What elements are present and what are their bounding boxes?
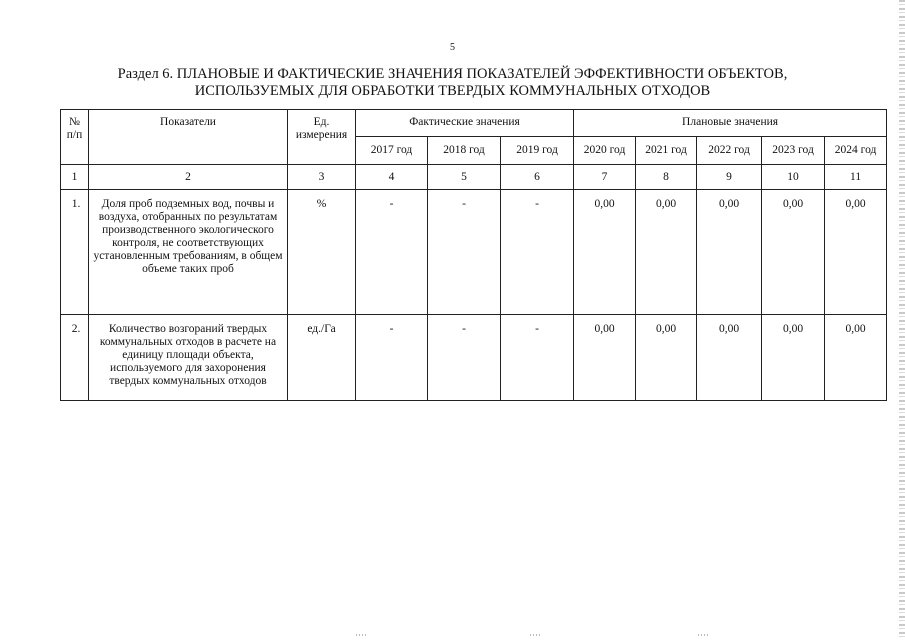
header-year: 2017 год xyxy=(356,137,428,165)
row-value: - xyxy=(356,190,428,315)
row-value: - xyxy=(356,315,428,401)
page-number: 5 xyxy=(450,42,455,53)
row-indicator: Количество возгораний твердых коммунальных отходов в расчете на единицу площади объекта, используемого для захоронения твердых коммунальных отходов xyxy=(89,315,288,401)
row-indicator: Доля проб подземных вод, почвы и воздуха, отобранных по результатам производственного экологического контроля, не соответствующих установленным требованиям, в общем объеме таких проб xyxy=(89,190,288,315)
row-value: - xyxy=(501,190,574,315)
column-numbers-row xyxy=(61,165,887,190)
row-value: 0,00 xyxy=(762,315,825,401)
column-number: 11 xyxy=(825,165,887,190)
section-title xyxy=(0,66,905,100)
row-value: - xyxy=(428,315,501,401)
header-year: 2020 год xyxy=(574,137,636,165)
row-value: 0,00 xyxy=(636,315,697,401)
column-number: 6 xyxy=(501,165,574,190)
column-number: 9 xyxy=(697,165,762,190)
section-title-line-1: Раздел 6. ПЛАНОВЫЕ И ФАКТИЧЕСКИЕ ЗНАЧЕНИЯ ПОКАЗАТЕЛЕЙ ЭФФЕКТИВНОСТИ ОБЪЕКТОВ, xyxy=(117,66,788,82)
row-value: 0,00 xyxy=(574,190,636,315)
column-number: 7 xyxy=(574,165,636,190)
table-row xyxy=(61,315,887,401)
row-value: 0,00 xyxy=(636,190,697,315)
column-number: 10 xyxy=(762,165,825,190)
header-indicator: Показатели xyxy=(89,110,288,165)
header-year: 2024 год xyxy=(825,137,887,165)
row-number: 1. xyxy=(61,190,89,315)
row-value: 0,00 xyxy=(825,315,887,401)
row-value: - xyxy=(428,190,501,315)
row-value: 0,00 xyxy=(825,190,887,315)
row-value: 0,00 xyxy=(762,190,825,315)
header-actual-values: Фактические значения xyxy=(356,110,574,137)
section-title-line-2: ИСПОЛЬЗУЕМЫХ ДЛЯ ОБРАБОТКИ ТВЕРДЫХ КОММУНАЛЬНЫХ ОТХОДОВ xyxy=(194,83,711,99)
header-year: 2023 год xyxy=(762,137,825,165)
row-value: 0,00 xyxy=(697,190,762,315)
row-unit: ед./Га xyxy=(288,315,356,401)
scan-noise xyxy=(530,634,542,636)
row-value: 0,00 xyxy=(697,315,762,401)
column-number: 3 xyxy=(288,165,356,190)
header-row-1 xyxy=(61,110,887,137)
column-number: 4 xyxy=(356,165,428,190)
header-num: № п/п xyxy=(61,110,89,165)
header-year: 2022 год xyxy=(697,137,762,165)
column-number: 1 xyxy=(61,165,89,190)
column-number: 2 xyxy=(89,165,288,190)
header-year: 2018 год xyxy=(428,137,501,165)
header-year: 2019 год xyxy=(501,137,574,165)
column-number: 5 xyxy=(428,165,501,190)
indicators-table xyxy=(60,109,887,401)
table-row xyxy=(61,190,887,315)
row-value: - xyxy=(501,315,574,401)
scan-edge-artifact xyxy=(899,0,905,640)
row-unit: % xyxy=(288,190,356,315)
scan-noise xyxy=(356,634,368,636)
header-year: 2021 год xyxy=(636,137,697,165)
row-number: 2. xyxy=(61,315,89,401)
header-planned-values: Плановые значения xyxy=(574,110,887,137)
column-number: 8 xyxy=(636,165,697,190)
header-unit: Ед. измерения xyxy=(288,110,356,165)
row-value: 0,00 xyxy=(574,315,636,401)
scan-noise xyxy=(698,634,710,636)
